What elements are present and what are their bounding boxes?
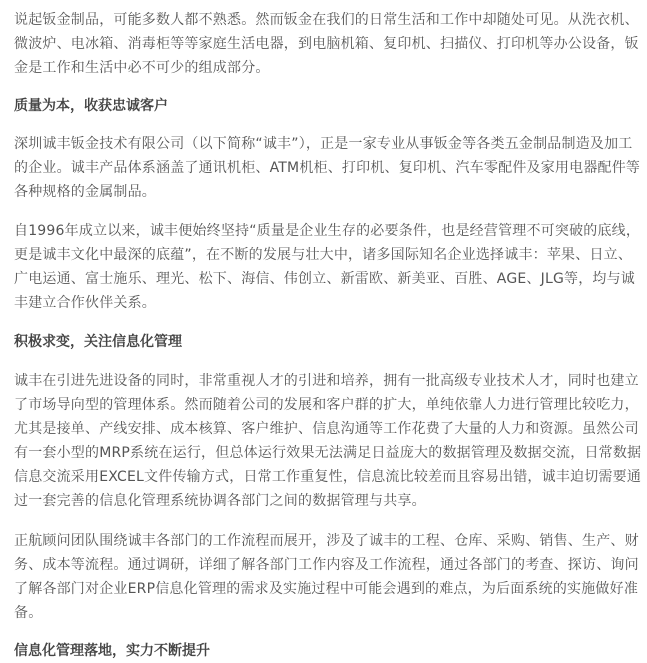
company-intro-paragraph: 深圳诚丰钣金技术有限公司（以下简称“诚丰”），正是一家专业从事钣金等各类五金制品制造及加工的企业。诚丰产品体系涵盖了通讯机柜、ATM机柜、打印机、复印机、汽车零配件及家用电器配件等各种规格的金属制品。 bbox=[14, 136, 641, 200]
management-paragraph: 诚丰在引进先进设备的同时，非常重视人才的引进和培养，拥有一批高级专业技术人才，同时也建立了市场导向型的管理体系。然而随着公司的发展和客户群的扩大，单纯依靠人力进行管理比较吃力，尤其是接单、产线安排、成本核算、客户维护、信息沟通等工作花费了大量的人力和资源。虽然公司有一套小型的MRP系统在运行，但总体运行效果无法满足日益庞大的数据管理及数据交流，日常数据信息交流采用EXCEL文件传输方式，日常工作重复性，信息流比较差而且容易出错，诚丰迫切需要通过一套完善的信息化管理系统协调各部门之间的数据管理与共享。 bbox=[14, 373, 642, 509]
history-paragraph: 自1996年成立以来，诚丰便始终坚持“质量是企业生存的必要条件，也是经营管理不可突破的底线，更是诚丰文化中最深的底蕴”，在不断的发展与壮大中，诸多国际知名企业选择诚丰：苹果、日立、广电运通、富士施乐、理光、松下、海信、伟创立、新雷欧、新美亚、百胜、AGE、JLG等，均与诚丰建立合作伙伴关系。 bbox=[14, 223, 641, 311]
section-heading-implementation: 信息化管理落地，实力不断提升 bbox=[14, 643, 210, 659]
section-heading-quality: 质量为本，收获忠诚客户 bbox=[14, 98, 168, 114]
intro-paragraph: 说起钣金制品，可能多数人都不熟悉。然而钣金在我们的日常生活和工作中却随处可见。从洗衣机、微波炉、电冰箱、消毒柜等等家庭生活电器，到电脑机箱、复印机、扫描仪、打印机等办公设备，钣金是工作和生活中必不可少的组成部分。 bbox=[14, 12, 639, 76]
section-heading-informatization: 积极求变，关注信息化管理 bbox=[14, 334, 182, 350]
consulting-paragraph: 正航顾问团队围绕诚丰各部门的工作流程而展开，涉及了诚丰的工程、仓库、采购、销售、生产、财务、成本等流程。通过调研，详细了解各部门工作内容及工作流程，通过各部门的考查、探访、询问了解各部门对企业ERP信息化管理的需求及实施过程中可能会遇到的难点，为后面系统的实施做好准备。 bbox=[14, 533, 639, 621]
